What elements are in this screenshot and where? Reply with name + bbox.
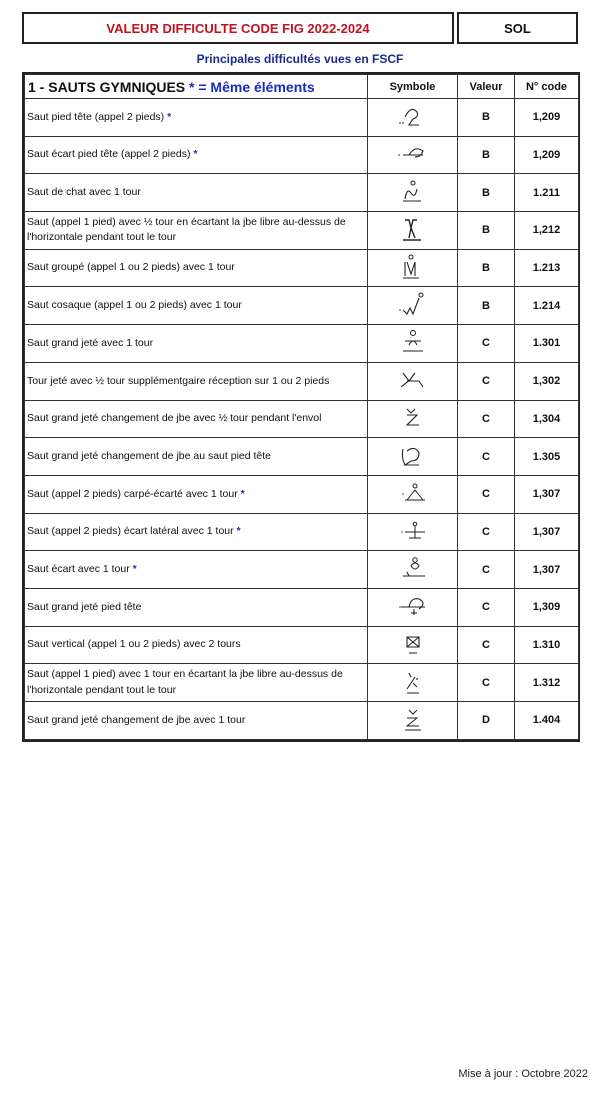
- element-name: Saut groupé (appel 1 ou 2 pieds) avec 1 tour: [27, 261, 235, 274]
- carpe-ecarte-symbol-icon: [397, 480, 429, 508]
- element-name: Saut cosaque (appel 1 ou 2 pieds) avec 1 tour: [27, 299, 242, 312]
- element-name: Saut écart avec 1 tour: [27, 562, 130, 575]
- element-code: 1.404: [515, 702, 579, 740]
- saut-de-chat-symbol-icon: [397, 179, 429, 207]
- element-code: 1.310: [515, 626, 579, 664]
- saut-tour-ecart-symbol-icon: [397, 669, 429, 697]
- symbol-cell: [368, 174, 458, 212]
- element-name-cell: [25, 287, 368, 325]
- table-row: [25, 626, 579, 664]
- element-name-cell: [25, 475, 368, 513]
- element-code: 1,307: [515, 513, 579, 551]
- difficulty-value: B: [458, 136, 515, 174]
- table-row: [25, 99, 579, 137]
- column-header-value: Valeur: [458, 75, 515, 99]
- element-name-cell: [25, 400, 368, 438]
- element-name: Saut grand jeté avec 1 tour: [27, 336, 154, 349]
- element-name-cell: [25, 438, 368, 476]
- table-row: [25, 702, 579, 740]
- element-name: Saut grand jeté pied tête: [27, 600, 142, 613]
- saut-demi-tour-ecart-symbol-icon: [397, 216, 429, 244]
- element-name: Saut grand jeté changement de jbe avec 1 tour: [27, 713, 246, 726]
- column-header-code: N° code: [515, 75, 579, 99]
- difficulty-value: C: [458, 664, 515, 702]
- symbol-cell: [368, 287, 458, 325]
- element-code: 1.305: [515, 438, 579, 476]
- element-name-cell: [25, 249, 368, 287]
- same-element-marker: *: [167, 110, 172, 123]
- symbol-cell: [368, 325, 458, 363]
- tour-jete-symbol-icon: [397, 367, 429, 395]
- element-name-cell: [25, 513, 368, 551]
- saut-pied-tete-symbol-icon: [397, 103, 429, 131]
- symbol-cell: [368, 551, 458, 589]
- grand-jete-tour-symbol-icon: [397, 329, 429, 357]
- same-element-marker: *: [132, 562, 137, 575]
- element-name-cell: [25, 588, 368, 626]
- difficulty-value: B: [458, 287, 515, 325]
- difficulty-value: C: [458, 400, 515, 438]
- document-title: VALEUR DIFFICULTE CODE FIG 2022-2024: [22, 12, 454, 44]
- grand-jete-pied-tete-2-symbol-icon: [397, 593, 429, 621]
- difficulty-value: C: [458, 362, 515, 400]
- element-name-cell: [25, 174, 368, 212]
- symbol-cell: [368, 588, 458, 626]
- difficulty-value: D: [458, 702, 515, 740]
- difficulty-value: C: [458, 325, 515, 363]
- column-header-symbol: Symbole: [368, 75, 458, 99]
- table-row: [25, 400, 579, 438]
- table-row: [25, 513, 579, 551]
- element-name: Tour jeté avec ½ tour supplémentgaire réception sur 1 ou 2 pieds: [27, 374, 330, 387]
- element-code: 1.213: [515, 249, 579, 287]
- element-name-cell: [25, 325, 368, 363]
- update-date: Mise à jour : Octobre 2022: [458, 1068, 588, 1080]
- section-note: * = Même éléments: [189, 78, 315, 95]
- element-name-cell: [25, 362, 368, 400]
- saut-cosaque-symbol-icon: [397, 292, 429, 320]
- saut-groupe-symbol-icon: [397, 254, 429, 282]
- ecart-lateral-symbol-icon: [397, 518, 429, 546]
- table-row: [25, 249, 579, 287]
- element-code: 1.301: [515, 325, 579, 363]
- element-name: Saut (appel 2 pieds) carpé-écarté avec 1 tour: [27, 487, 238, 500]
- saut-vertical-symbol-icon: [397, 631, 429, 659]
- element-name-cell: [25, 702, 368, 740]
- element-name: Saut grand jeté changement de jbe au saut pied tête: [27, 449, 272, 462]
- table-row: [25, 174, 579, 212]
- saut-ecart-pied-tete-symbol-icon: [397, 141, 429, 169]
- element-name: Saut écart pied tête (appel 2 pieds): [27, 148, 191, 161]
- table-row: [25, 588, 579, 626]
- difficulty-value: B: [458, 212, 515, 250]
- difficulty-value: C: [458, 551, 515, 589]
- element-code: 1.214: [515, 287, 579, 325]
- element-name: Saut (appel 1 pied) avec 1 tour en écartant la jbe libre au-dessus de l'horizontale pendant tout le tour: [27, 668, 343, 696]
- element-name: Saut grand jeté changement de jbe avec ½ tour pendant l'envol: [27, 412, 322, 425]
- element-name-cell: [25, 626, 368, 664]
- element-code: 1.312: [515, 664, 579, 702]
- table-row: [25, 551, 579, 589]
- symbol-cell: [368, 400, 458, 438]
- element-code: 1.211: [515, 174, 579, 212]
- element-name: Saut de chat avec 1 tour: [27, 186, 141, 199]
- section-number: 1 -: [28, 78, 45, 95]
- grand-jete-pied-tete-symbol-icon: [397, 443, 429, 471]
- same-element-marker: *: [240, 487, 245, 500]
- table-row: [25, 362, 579, 400]
- element-code: 1,304: [515, 400, 579, 438]
- difficulty-table: [22, 72, 580, 742]
- element-name-cell: [25, 99, 368, 137]
- difficulty-value: C: [458, 513, 515, 551]
- table-row: [25, 212, 579, 250]
- apparatus-label: SOL: [457, 12, 578, 44]
- symbol-cell: [368, 212, 458, 250]
- element-name-cell: [25, 664, 368, 702]
- element-name: Saut (appel 1 pied) avec ½ tour en écartant la jbe libre au-dessus de l'horizontale pendant tout le tour: [27, 216, 346, 244]
- difficulty-value: B: [458, 99, 515, 137]
- table-row: [25, 325, 579, 363]
- section-header: [25, 75, 368, 99]
- element-code: 1,302: [515, 362, 579, 400]
- symbol-cell: [368, 664, 458, 702]
- difficulty-value: B: [458, 249, 515, 287]
- element-name-cell: [25, 136, 368, 174]
- table-row: [25, 287, 579, 325]
- difficulty-value: C: [458, 626, 515, 664]
- table-row: [25, 438, 579, 476]
- table-row: [25, 475, 579, 513]
- difficulty-value: B: [458, 174, 515, 212]
- grand-jete-changement-demi-tour-symbol-icon: [397, 405, 429, 433]
- subtitle: Principales difficultés vues en FSCF: [196, 52, 404, 66]
- element-code: 1,309: [515, 588, 579, 626]
- symbol-cell: [368, 249, 458, 287]
- difficulty-value: C: [458, 588, 515, 626]
- symbol-cell: [368, 475, 458, 513]
- grand-jete-changement-tour-symbol-icon: [397, 706, 429, 734]
- table-header-row: [25, 75, 579, 99]
- same-element-marker: *: [236, 525, 241, 538]
- symbol-cell: [368, 702, 458, 740]
- saut-ecart-tour-symbol-icon: [397, 556, 429, 584]
- table-row: [25, 664, 579, 702]
- same-element-marker: *: [193, 148, 198, 161]
- difficulty-value: C: [458, 475, 515, 513]
- symbol-cell: [368, 136, 458, 174]
- symbol-cell: [368, 99, 458, 137]
- element-code: 1,209: [515, 99, 579, 137]
- symbol-cell: [368, 362, 458, 400]
- symbol-cell: [368, 513, 458, 551]
- element-code: 1,212: [515, 212, 579, 250]
- element-code: 1,307: [515, 551, 579, 589]
- element-name-cell: [25, 551, 368, 589]
- symbol-cell: [368, 626, 458, 664]
- element-name: Saut vertical (appel 1 ou 2 pieds) avec 2 tours: [27, 638, 241, 651]
- element-code: 1,307: [515, 475, 579, 513]
- element-name-cell: [25, 212, 368, 250]
- section-title: SAUTS GYMNIQUES: [48, 78, 186, 95]
- table-row: [25, 136, 579, 174]
- difficulty-value: C: [458, 438, 515, 476]
- symbol-cell: [368, 438, 458, 476]
- element-code: 1,209: [515, 136, 579, 174]
- element-name: Saut (appel 2 pieds) écart latéral avec 1 tour: [27, 525, 234, 538]
- element-name: Saut pied tête (appel 2 pieds): [27, 110, 165, 123]
